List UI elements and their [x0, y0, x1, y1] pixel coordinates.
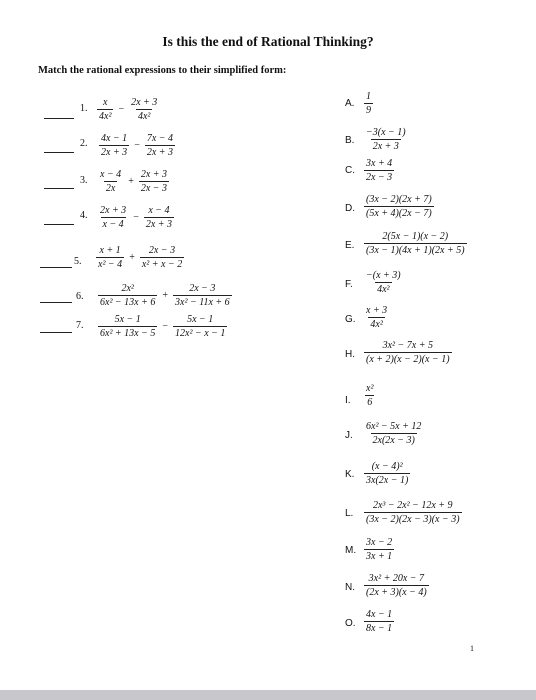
answer-choice-e — [362, 231, 469, 256]
operator: − — [118, 104, 125, 115]
answer-letter: K. — [345, 469, 355, 480]
operator: − — [162, 321, 169, 332]
answer-letter: F. — [345, 279, 353, 290]
fraction-denominator: (2x + 3)(x − 4) — [366, 587, 427, 598]
fraction-numerator: −(x + 3) — [366, 270, 401, 281]
fraction-denominator: 3x + 1 — [366, 551, 393, 562]
fraction-numerator: 3x + 4 — [366, 158, 393, 169]
answer-letter: C. — [345, 165, 355, 176]
fraction-numerator: x + 3 — [366, 305, 388, 316]
fraction-numerator: x² — [366, 383, 374, 394]
answer-choice-g — [362, 305, 391, 330]
fraction-numerator: 2(5x − 1)(x − 2) — [382, 231, 449, 242]
fraction-denominator: 3x(2x − 1) — [366, 475, 409, 486]
answer-blank-6[interactable] — [40, 302, 72, 303]
problem-number: 3. — [80, 175, 88, 186]
fraction-numerator: x + 1 — [99, 245, 121, 256]
fraction-denominator: 2x + 3 — [146, 147, 174, 158]
problem-number: 1. — [80, 103, 88, 114]
fraction-numerator: 3x − 2 — [366, 537, 393, 548]
fraction-numerator: 2x³ − 2x² − 12x + 9 — [372, 500, 453, 511]
answer-letter: D. — [345, 203, 355, 214]
answer-choice-f — [362, 270, 405, 295]
fraction-denominator: 12x² − x − 1 — [175, 328, 226, 339]
answer-letter: E. — [345, 240, 355, 251]
answer-choice-c — [362, 158, 396, 183]
fraction-numerator: 2x − 3 — [148, 245, 176, 256]
fraction-numerator: −3(x − 1) — [366, 127, 406, 138]
fraction-numerator: 6x² − 5x + 12 — [366, 421, 422, 432]
answer-choice-h — [362, 340, 454, 365]
answer-letter: A. — [345, 98, 355, 109]
problem-number: 4. — [80, 210, 88, 221]
fraction-numerator: 5x − 1 — [114, 314, 141, 325]
fraction-numerator: 4x − 1 — [101, 133, 128, 144]
fraction-numerator: 2x + 3 — [100, 205, 127, 216]
answer-choice-k — [362, 461, 412, 486]
fraction-denominator: x² + x − 2 — [141, 259, 183, 270]
fraction-numerator: x − 4 — [148, 205, 170, 216]
instructions: Match the rational expressions to their simplified form: — [38, 65, 287, 76]
fraction-denominator: 2x + 3 — [372, 141, 399, 152]
fraction-denominator: 3x² − 11x + 6 — [175, 297, 230, 308]
answer-blank-4[interactable] — [44, 224, 74, 225]
fraction-numerator: x − 4 — [100, 169, 122, 180]
answer-letter: O. — [345, 618, 356, 629]
problem-number: 6. — [76, 291, 84, 302]
answer-letter: M. — [345, 545, 357, 556]
problem-expression-5 — [94, 245, 186, 270]
fraction-denominator: 2x − 3 — [366, 172, 393, 183]
fraction-denominator: 6x² + 13x − 5 — [100, 328, 156, 339]
answer-letter: G. — [345, 314, 356, 325]
answer-blank-5[interactable] — [40, 267, 72, 268]
fraction-denominator: (3x − 2)(2x − 3)(x − 3) — [366, 514, 460, 525]
answer-choice-m — [362, 537, 396, 562]
fraction-denominator: 2x − 3 — [140, 183, 168, 194]
operator: − — [134, 140, 140, 151]
fraction-denominator: (3x − 1)(4x + 1)(2x + 5) — [366, 245, 465, 256]
fraction-numerator: x — [102, 97, 108, 108]
operator: + — [162, 290, 169, 301]
answer-blank-1[interactable] — [44, 118, 74, 119]
page-title: Is this the end of Rational Thinking? — [162, 34, 374, 49]
answer-choice-n — [362, 573, 431, 598]
operator: + — [129, 252, 135, 263]
fraction-denominator: x² − 4 — [98, 259, 123, 270]
fraction-numerator: 1 — [366, 91, 371, 102]
fraction-denominator: 8x − 1 — [366, 623, 393, 634]
answer-choice-j — [362, 421, 425, 446]
fraction-denominator: 4x² — [370, 319, 383, 330]
answer-letter: J. — [345, 430, 353, 441]
fraction-numerator: 3x² + 20x − 7 — [368, 573, 425, 584]
fraction-numerator: 4x − 1 — [366, 609, 393, 620]
fraction-denominator: (5x + 4)(2x − 7) — [366, 208, 432, 219]
answer-choice-o — [362, 609, 396, 634]
answer-blank-3[interactable] — [44, 188, 74, 189]
operator: − — [133, 212, 139, 223]
fraction-denominator: 2x + 3 — [145, 219, 173, 230]
fraction-denominator: 6 — [367, 397, 373, 408]
fraction-numerator: 7x − 4 — [146, 133, 174, 144]
problem-expression-6 — [96, 283, 234, 308]
viewer-bottom-bar — [0, 690, 536, 700]
answer-letter: B. — [345, 135, 355, 146]
answer-choice-b — [362, 127, 410, 152]
fraction-numerator: 2x − 3 — [189, 283, 216, 294]
problem-expression-2 — [97, 133, 177, 158]
answer-blank-7[interactable] — [40, 332, 72, 333]
answer-choice-a — [362, 91, 375, 116]
fraction-denominator: 2x(2x − 3) — [372, 435, 415, 446]
answer-letter: L. — [345, 508, 354, 519]
problem-number: 5. — [74, 256, 82, 267]
problem-expression-1 — [95, 97, 161, 122]
problem-expression-4 — [96, 205, 176, 230]
problem-number: 2. — [80, 138, 88, 149]
fraction-denominator: 9 — [366, 105, 371, 116]
answer-choice-d — [362, 194, 436, 219]
operator: + — [128, 176, 134, 187]
fraction-denominator: (x + 2)(x − 2)(x − 1) — [366, 354, 450, 365]
fraction-denominator: 4x² — [99, 111, 112, 122]
fraction-numerator: 3x² − 7x + 5 — [382, 340, 433, 351]
problem-number: 7. — [76, 320, 84, 331]
answer-letter: H. — [345, 349, 355, 360]
answer-letter: I. — [345, 395, 351, 406]
fraction-denominator: 2x + 3 — [101, 147, 128, 158]
fraction-denominator: 4x² — [137, 111, 151, 122]
answer-choice-l — [362, 500, 464, 525]
page-number: 1 — [470, 644, 474, 653]
problem-expression-7 — [96, 314, 229, 339]
fraction-numerator: (x − 4)² — [371, 461, 403, 472]
fraction-numerator: 2x + 3 — [140, 169, 168, 180]
answer-choice-i — [362, 383, 377, 408]
fraction-denominator: 2x — [105, 183, 116, 194]
problem-expression-3 — [96, 169, 171, 194]
fraction-numerator: 2x² — [121, 283, 134, 294]
answer-blank-2[interactable] — [44, 152, 74, 153]
fraction-numerator: 5x − 1 — [187, 314, 214, 325]
fraction-denominator: 6x² − 13x + 6 — [100, 297, 156, 308]
fraction-numerator: 2x + 3 — [131, 97, 158, 108]
fraction-denominator: x − 4 — [102, 219, 124, 230]
fraction-denominator: 4x² — [377, 284, 390, 295]
fraction-numerator: (3x − 2)(2x + 7) — [366, 194, 432, 205]
answer-letter: N. — [345, 582, 355, 593]
